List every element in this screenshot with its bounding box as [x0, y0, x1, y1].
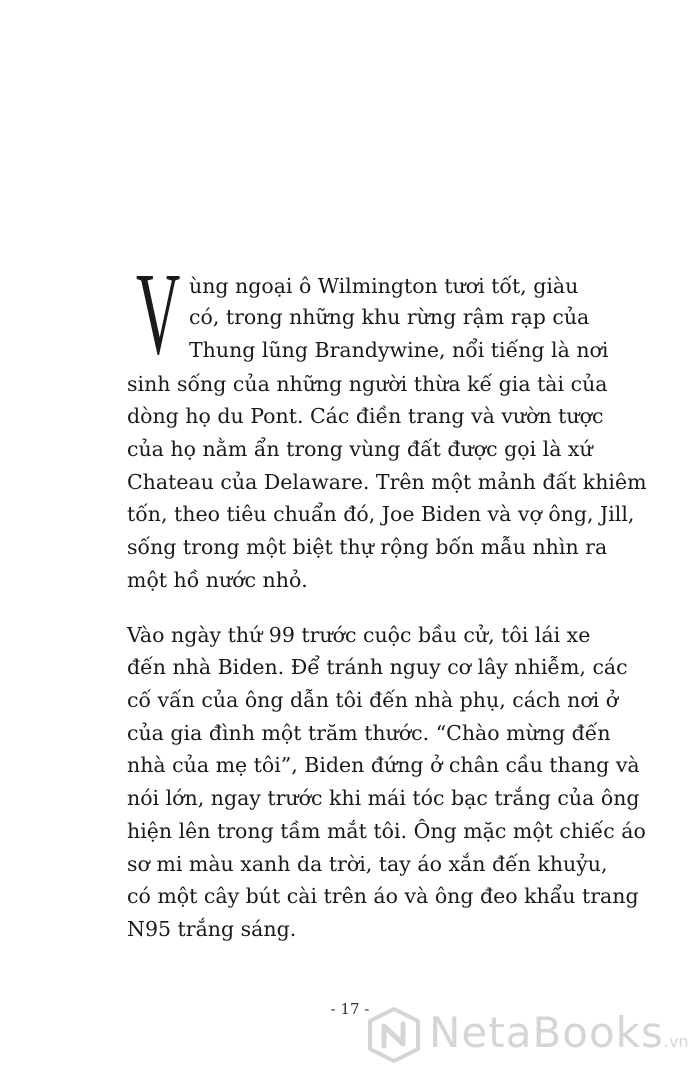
- text-line: sinh sống của những người thừa kế gia tài của: [127, 372, 608, 396]
- text-line: nói lớn, ngay trước khi mái tóc bạc trắng của ông: [127, 786, 640, 810]
- text-line: đến nhà Biden. Để tránh nguy cơ lây nhiễm, các: [127, 655, 628, 679]
- text-line: có, trong những khu rừng rậm rạp của: [189, 305, 590, 329]
- watermark-brand: NetaBooks: [429, 1008, 664, 1057]
- text-line: Vào ngày thứ 99 trước cuộc bầu cử, tôi lái xe: [127, 623, 591, 647]
- text-line: nhà của mẹ tôi”, Biden đứng ở chân cầu thang và: [127, 753, 640, 777]
- text-line: một hồ nước nhỏ.: [127, 568, 308, 592]
- text-line: ùng ngoại ô Wilmington tươi tốt, giàu: [189, 274, 579, 298]
- page-number: - 17 -: [330, 1000, 370, 1018]
- text-line: Chateau của Delaware. Trên một mảnh đất khiêm: [127, 470, 647, 494]
- watermark-logo: [365, 1002, 695, 1072]
- watermark-text: [429, 1008, 689, 1067]
- text-line: cố vấn của ông dẫn tôi đến nhà phụ, cách nơi ở: [127, 688, 619, 712]
- text-line: của gia đình một trăm thước. “Chào mừng đến: [127, 721, 611, 745]
- text-line: hiện lên trong tầm mắt tôi. Ông mặc một chiếc áo: [127, 819, 646, 843]
- watermark-suffix: .vn: [663, 1032, 689, 1051]
- text-line: của họ nằm ẩn trong vùng đất được gọi là xứ: [127, 437, 593, 461]
- text-line: có một cây bút cài trên áo và ông đeo khẩu trang: [127, 884, 639, 908]
- text-line: Thung lũng Brandywine, nổi tiếng là nơi: [189, 338, 609, 362]
- text-line: N95 trắng sáng.: [127, 917, 297, 941]
- netabooks-logo-icon: [365, 1006, 423, 1064]
- text-line: dòng họ du Pont. Các điền trang và vườn tược: [127, 404, 604, 428]
- text-line: tốn, theo tiêu chuẩn đó, Joe Biden và vợ ông, Jill,: [127, 502, 635, 526]
- text-line: sơ mi màu xanh da trời, tay áo xắn đến khuỷu,: [127, 852, 608, 876]
- text-line: sống trong một biệt thự rộng bốn mẫu nhìn ra: [127, 535, 608, 559]
- drop-cap: V: [136, 248, 181, 379]
